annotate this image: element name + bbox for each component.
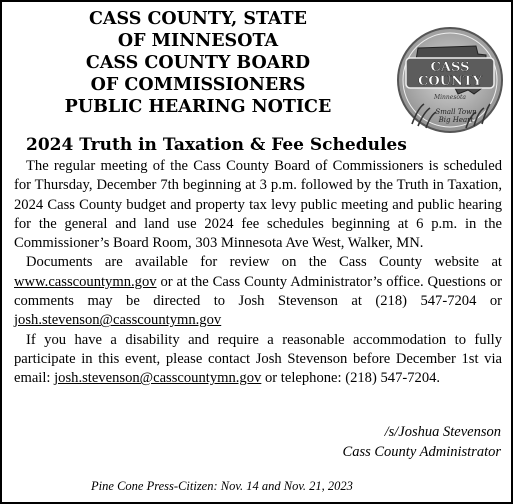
seal-line: CASS — [430, 60, 470, 75]
email-link[interactable]: josh.stevenson@casscountymn.gov — [14, 312, 222, 329]
contact-text: or at the Cass County Administrator’s office. Questions or comments may be directed to Josh Stevenson at (218) 547-7204 or — [14, 273, 502, 310]
notice-body — [14, 157, 502, 389]
meeting-paragraph: The regular meeting of the Cass County Board of Commissioners is scheduled for Thursday, December 7th beginning at 3 p.m. followed by the Truth in Taxation, 2024 Cass County budget and property tax levy public meeting and public hearing for the general and land use 2024 fee schedules beginning at 6 p.m. in the Commissioner’s Board Room, 303 Minnesota Ave West, Walker, MN. — [14, 158, 502, 252]
heading-line: CASS COUNTY, STATE — [88, 9, 308, 29]
heading-line: PUBLIC HEARING NOTICE — [64, 97, 332, 117]
county-seal-icon — [396, 24, 504, 136]
seal-line: Big Heart — [438, 116, 474, 124]
signature-title: Cass County Administrator — [342, 444, 501, 460]
notice-heading — [2, 8, 394, 118]
publication-line: Pine Cone Press-Citizen: Nov. 14 and Nov. 21, 2023 — [91, 479, 353, 493]
accommodation-paragraph — [14, 331, 502, 389]
accommodation-text: If you have a disability and require a reasonable accommodation to fully participate in this event, please contact Josh Stevenson before December 1st via email: — [14, 331, 502, 387]
telephone-text: or telephone: (218) 547-7204. — [261, 370, 441, 387]
seal-line: Small Town — [435, 108, 477, 116]
seal-line: Minnesota — [433, 94, 467, 101]
seal-line: COUNTY — [418, 74, 482, 89]
documents-paragraph — [14, 253, 502, 330]
heading-line: CASS COUNTY BOARD — [85, 53, 311, 73]
documents-text: Documents are available for review on the Cass County website at — [26, 254, 502, 271]
notice-subheading: 2024 Truth in Taxation & Fee Schedules — [26, 135, 407, 155]
website-link[interactable]: www.casscountymn.gov — [14, 273, 157, 290]
signature-name: /s/Joshua Stevenson — [384, 424, 501, 440]
heading-line: OF COMMISSIONERS — [90, 75, 306, 95]
email-link[interactable]: josh.stevenson@casscountymn.gov — [54, 370, 262, 387]
heading-line: OF MINNESOTA — [117, 31, 279, 51]
